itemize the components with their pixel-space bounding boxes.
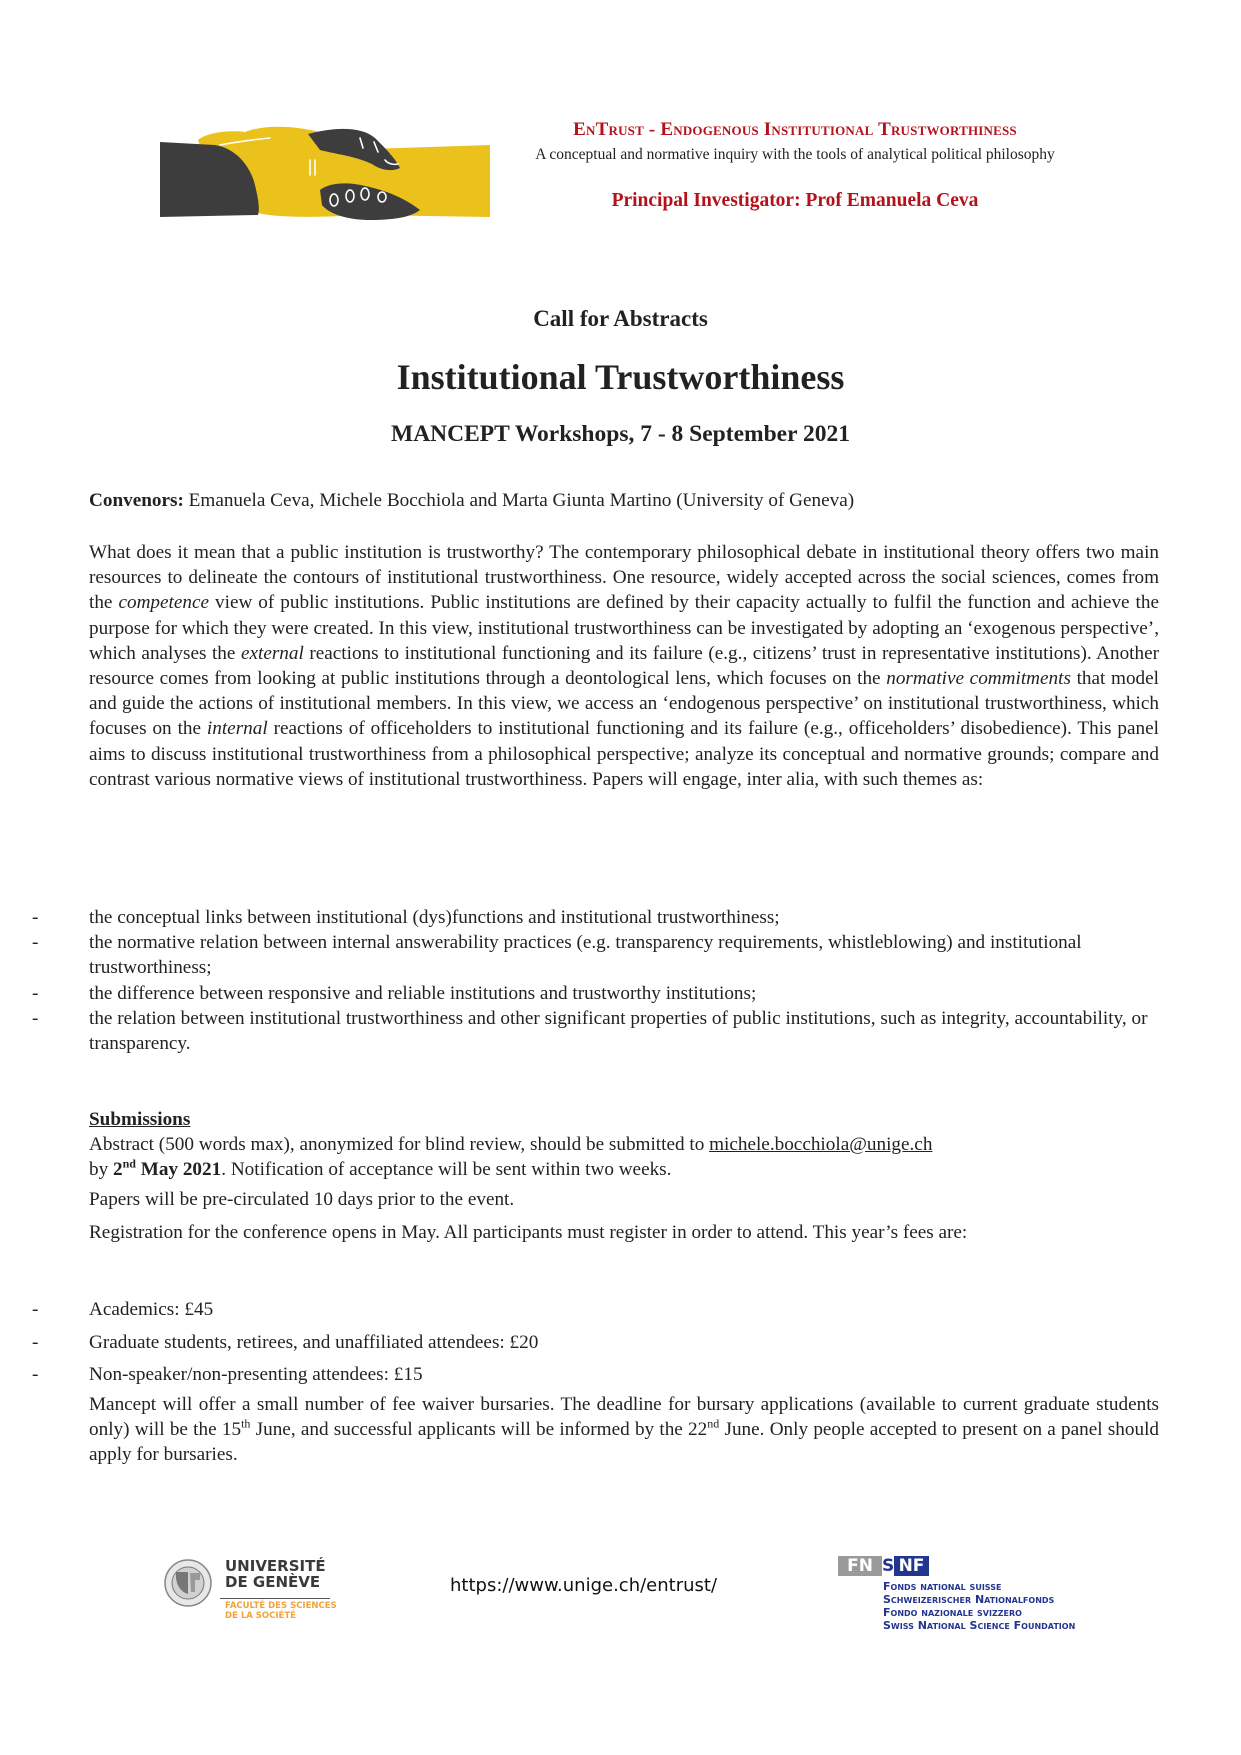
- emphasis: internal: [206, 718, 268, 740]
- university-of-geneva-logo: [163, 1558, 383, 1623]
- dash-bullet: -: [32, 932, 39, 954]
- fee-amount: £45: [184, 1299, 214, 1320]
- university-seal-icon: [163, 1558, 213, 1608]
- bursary-text: June, and successful applicants will be informed by the 22: [250, 1419, 708, 1441]
- dash-bullet: -: [32, 907, 39, 928]
- submission-text: by: [89, 1159, 113, 1181]
- list-item: [32, 930, 1159, 980]
- intro-text: What does it mean that a public institution is trustworthy? The contemporary philosophical debate in institutional theory offers two main resources to delineate the contours of institutional trustworthiness. One resource, widely accepted across the social sciences, comes from the: [89, 542, 1159, 614]
- faculty-name: [225, 1601, 337, 1621]
- project-subtitle: A conceptual and normative inquiry with the tools of analytical political philosophy: [535, 146, 1055, 163]
- faculty-name-line: DE LA SOCIÉTÉ: [225, 1611, 296, 1621]
- dash-bullet: -: [32, 1364, 39, 1386]
- convenors: [89, 488, 1159, 513]
- snf-logo: [838, 1556, 1118, 1636]
- dash-bullet: -: [32, 1331, 39, 1353]
- clasped-hands-logo: [160, 120, 490, 230]
- fee-amount: £15: [393, 1364, 423, 1386]
- convenors-names: Emanuela Ceva, Michele Bocchiola and Marta Giunta Martino (University of Geneva): [183, 490, 855, 511]
- fee-label: Non-speaker/non-presenting attendees:: [89, 1364, 394, 1386]
- intro-text: reactions of officeholders to institutional functioning and its failure (e.g., officeholders’ disobedience). This panel aims to discuss institutional trustworthiness from a philosophical perspective; analyze its conceptual and normative grounds; compare and contrast various normative views of institutional trustworthiness. Papers will engage, inter alia, with such themes as:: [89, 718, 1159, 790]
- emphasis: competence: [118, 592, 210, 614]
- project-title: EnTrust - Endogenous Institutional Trustworthiness: [573, 119, 1017, 140]
- fee-label: Academics:: [89, 1299, 185, 1320]
- snf-name-line: Schweizerischer Nationalfonds: [883, 1593, 1055, 1606]
- deadline-month-year: May 2021: [135, 1159, 222, 1181]
- list-item: [32, 905, 1159, 930]
- fee-label: Graduate students, retirees, and unaffiliated attendees:: [89, 1331, 510, 1353]
- submission-instructions: [89, 1132, 1159, 1182]
- registration-note: Registration for the conference opens in May. All participants must register in order to attend. This year’s fees are:: [89, 1222, 968, 1243]
- submission-text: . Notification of acceptance will be sent within two weeks.: [221, 1159, 672, 1181]
- call-for-abstracts-heading: Call for Abstracts: [533, 306, 708, 331]
- faculty-name-line: FACULTÉ DES SCIENCES: [225, 1601, 337, 1611]
- list-item: [32, 981, 1159, 1006]
- snf-mark-fn: FN: [838, 1556, 882, 1576]
- principal-investigator: Principal Investigator: Prof Emanuela Ceva: [611, 190, 979, 211]
- university-name: [225, 1558, 326, 1590]
- event-subtitle: MANCEPT Workshops, 7 - 8 September 2021: [391, 421, 850, 447]
- university-name-line: UNIVERSITÉ: [225, 1557, 326, 1575]
- university-name-line: DE GENÈVE: [225, 1573, 321, 1591]
- snf-name-line: Swiss National Science Foundation: [883, 1619, 1076, 1632]
- submission-text: Abstract (500 words max), anonymized for blind review, should be submitted to: [89, 1134, 710, 1155]
- fee-item: [32, 1297, 1159, 1322]
- deadline-day: 2: [112, 1159, 123, 1181]
- ordinal-suffix: th: [241, 1416, 251, 1431]
- snf-names: [883, 1580, 1075, 1632]
- emphasis: normative commitments: [886, 668, 1071, 690]
- fee-item: [32, 1362, 1159, 1387]
- bursary-paragraph: [89, 1392, 1159, 1468]
- dash-bullet: -: [32, 982, 39, 1004]
- snf-name-line: Fonds national suisse: [883, 1580, 1002, 1593]
- fees-list: [32, 1297, 1159, 1395]
- dash-bullet: -: [32, 1007, 39, 1029]
- bursary-text: Mancept will offer a small number of fee waiver bursaries. The deadline for bursary applications (available to current graduate students only) will be the 15: [89, 1394, 1159, 1441]
- email-link[interactable]: michele.bocchiola@unige.ch: [709, 1134, 933, 1155]
- submissions-heading: Submissions: [89, 1109, 191, 1130]
- fee-amount: £20: [509, 1331, 539, 1353]
- convenors-label: Convenors:: [89, 490, 184, 511]
- deadline-ordinal: nd: [122, 1156, 136, 1171]
- bursary-text: June. Only people accepted to present on a panel should apply for bursaries.: [89, 1419, 1159, 1466]
- intro-text: view of public institutions. Public institutions are defined by their capacity actually to fulfil the function and achieve the purpose for which they were created. In this view, institutional trustworthiness can be investigated by adopting an ‘exogenous perspective’, which analyses the: [89, 592, 1160, 664]
- themes-list: [32, 905, 1159, 1056]
- snf-mark-s: S: [882, 1556, 895, 1576]
- intro-paragraph: [89, 540, 1159, 792]
- divider: [220, 1598, 330, 1599]
- page-title: Institutional Trustworthiness: [396, 357, 845, 397]
- ordinal-suffix: nd: [707, 1416, 720, 1431]
- list-item: [32, 1006, 1159, 1056]
- emphasis: external: [240, 642, 304, 664]
- fee-item: [32, 1330, 1159, 1355]
- deadline-date: [112, 1156, 222, 1181]
- list-item-text: the relation between institutional trustworthiness and other significant properties of public institutions, such as integrity, accountability, or transparency.: [89, 1007, 1148, 1055]
- project-url-link[interactable]: https://www.unige.ch/entrust/: [450, 1575, 718, 1596]
- precirculation-note: Papers will be pre-circulated 10 days prior to the event.: [89, 1189, 515, 1210]
- snf-name-line: Fondo nazionale svizzero: [883, 1606, 1022, 1619]
- list-item-text: the normative relation between internal answerability practices (e.g. transparency requirements, whistleblowing) and institutional trustworthiness;: [89, 932, 1082, 979]
- intro-text: reactions to institutional functioning and its failure (e.g., citizens’ trust in representative institutions). Another resource comes from looking at public institutions through a deontological lens, which focuses on the: [89, 642, 1159, 690]
- dash-bullet: -: [32, 1299, 39, 1320]
- snf-mark-nf: NF: [894, 1556, 929, 1576]
- list-item-text: the conceptual links between institutional (dys)functions and institutional trustworthiness;: [89, 907, 780, 928]
- list-item-text: the difference between responsive and reliable institutions and trustworthy institutions;: [89, 982, 757, 1004]
- intro-text: that model and guide the actions of institutional members. In this view, we access an ‘endogenous perspective’ on institutional trustworthiness, which focuses on the: [89, 668, 1159, 740]
